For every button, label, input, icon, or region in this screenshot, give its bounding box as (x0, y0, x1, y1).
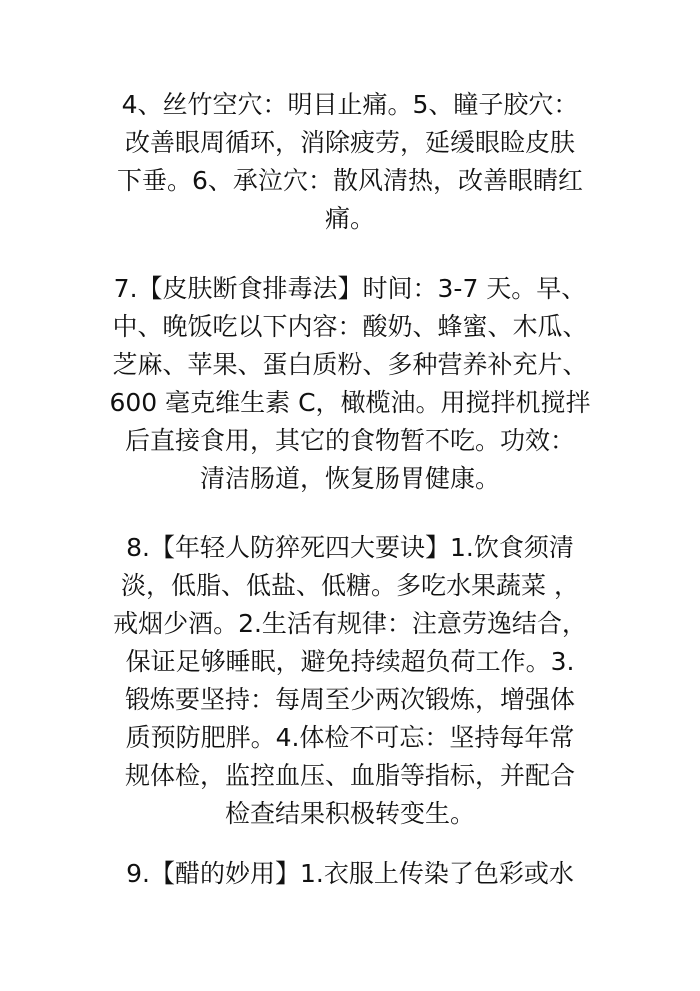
text-line: 质预防肥胖。4.体检不可忘：坚持每年常 (125, 723, 575, 752)
text-line: 4、丝竹空穴：明目止痛。5、瞳子胶穴： (121, 90, 579, 119)
text-line: 下垂。6、承泣穴：散风清热，改善眼睛红 (117, 166, 583, 195)
text-line: 7.【皮肤断食排毒法】时间：3-7 天。早、 (113, 274, 587, 303)
text-line: 中、晚饭吃以下内容：酸奶、蜂蜜、木瓜、 (112, 312, 588, 341)
text-line: 600 毫克维生素 C，橄榄油。用搅拌机搅拌 (109, 388, 591, 417)
text-line: 后直接食用，其它的食物暂不吃。功效： (124, 426, 575, 455)
paragraph-skin-detox (90, 270, 610, 498)
text-line: 芝麻、苹果、蛋白质粉、多种营养补充片、 (112, 350, 588, 379)
text-line: 规体检，监控血压、血脂等指标，并配合 (124, 761, 575, 790)
paragraph-sudden-death-tips (90, 529, 610, 833)
text-line: 改善眼周循环，消除疲劳，延缓眼睑皮肤 (124, 128, 575, 157)
text-line: 清洁肠道，恢复肠胃健康。 (199, 464, 500, 493)
text-line: 检查结果积极转变生。 (224, 799, 475, 828)
text-line: 9.【醋的妙用】1.衣服上传染了色彩或水 (126, 859, 574, 888)
text-line: 保证足够睡眠，避免持续超负荷工作。3. (125, 647, 575, 676)
paragraph-acupoints (90, 86, 610, 238)
paragraph-vinegar-uses (90, 855, 610, 893)
text-line: 戒烟少酒。2.生活有规律：注意劳逸结合， (113, 609, 587, 638)
text-line: 8.【年轻人防猝死四大要诀】1.饮食须清 (126, 533, 574, 562)
text-line: 淡，低脂、低盐、低糖。多吃水果蔬菜 ， (121, 571, 579, 600)
text-line: 痛。 (324, 204, 375, 233)
text-line: 锻炼要坚持：每周至少两次锻炼，增强体 (124, 685, 575, 714)
